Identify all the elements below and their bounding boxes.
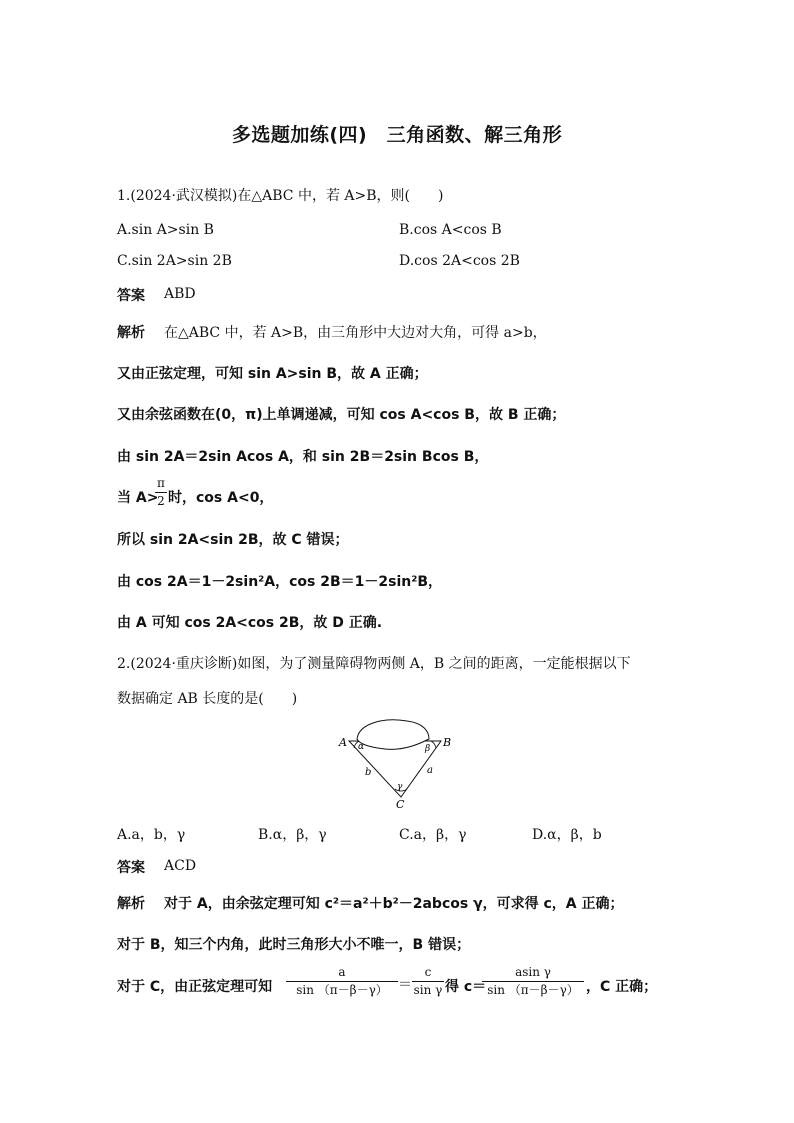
q1-answer: ABD: [164, 286, 196, 302]
q1-analysis-line-6: 所以 sin 2A<sin 2B，故 C 错误；: [117, 532, 349, 548]
q2-option-a: A.a，b，γ: [117, 827, 186, 843]
fraction-bar: [155, 492, 167, 493]
triangle-obstacle-figure: [335, 715, 465, 815]
page-title: 多选题加练(四) 三角函数、解三角形: [231, 124, 563, 146]
angle-gamma-label: γ: [397, 782, 403, 792]
q1-analysis-line-4: 由 sin 2A＝2sin Acos A，和 sin 2B＝2sin Bcos B，: [117, 449, 489, 465]
q1-option-d: D.cos 2A<cos 2B: [399, 253, 520, 269]
q2-stem-line-1: 2.(2024·重庆诊断)如图，为了测量障碍物两侧 A，B 之间的距离，一定能根据以下: [117, 656, 631, 672]
fraction-numerator: π: [157, 476, 165, 490]
angle-alpha-label: α: [358, 742, 365, 752]
q2-option-b: B.α，β，γ: [258, 827, 327, 843]
fraction-a-over-sin: [286, 965, 398, 998]
q2-analysis-line-3-suffix: ，C 正确；: [586, 979, 658, 995]
q2-analysis-line-3-mid: 得 c＝: [445, 979, 487, 995]
q2-option-d: D.α，β，b: [532, 827, 602, 843]
fraction-bar: [412, 981, 444, 982]
fraction-denominator: sin （π－β－γ）: [487, 983, 579, 997]
q1-option-b: B.cos A<cos B: [399, 222, 502, 238]
fraction-numerator: a: [338, 965, 346, 979]
q1-analysis-label: 解析: [117, 325, 145, 341]
vertex-c-label: C: [396, 798, 405, 811]
fraction-denominator: sin （π－β－γ）: [296, 983, 388, 997]
q1-analysis-line-7: 由 cos 2A＝1－2sin²A，cos 2B＝1－2sin²B，: [117, 574, 443, 590]
q1-analysis-line-5a: 当 A>: [117, 490, 159, 506]
q1-analysis-line-3: 又由余弦函数在(0，π)上单调递减，可知 cos A<cos B，故 B 正确；: [117, 407, 566, 423]
equals-sign: ＝: [398, 977, 412, 993]
fraction-c-result: [482, 965, 584, 998]
q1-analysis-line-8: 由 A 可知 cos 2A<cos 2B，故 D 正确.: [117, 615, 383, 631]
side-b-label: b: [365, 767, 372, 778]
fraction-bar: [286, 981, 398, 982]
fraction-bar: [482, 981, 584, 982]
q1-analysis-line-5b: 时，cos A<0，: [168, 490, 274, 506]
fraction-denominator: sin γ: [413, 983, 443, 997]
q1-option-c: C.sin 2A>sin 2B: [117, 253, 232, 269]
fraction-c-over-sin-gamma: [412, 965, 444, 998]
q2-stem-line-2: 数据确定 AB 长度的是( ): [117, 691, 298, 707]
pi-over-2-fraction: [155, 476, 167, 509]
vertex-b-label: B: [443, 736, 452, 749]
q2-analysis-line-3-prefix: 对于 C，由正弦定理可知: [117, 979, 273, 995]
q1-answer-label: 答案: [117, 288, 145, 304]
q2-analysis-line-1: 对于 A，由余弦定理可知 c²＝a²＋b²－2abcos γ，可求得 c，A 正确；: [164, 896, 624, 912]
q2-answer: ACD: [164, 858, 197, 874]
q1-analysis-line-1: 在△ABC 中，若 A>B，由三角形中大边对大角，可得 a>b，: [164, 325, 547, 341]
q1-option-a: A.sin A>sin B: [117, 222, 214, 238]
fraction-numerator: c: [424, 965, 432, 979]
q2-option-c: C.a，β，γ: [399, 827, 467, 843]
q1-stem: 1.(2024·武汉模拟)在△ABC 中，若 A>B，则( ): [117, 188, 444, 204]
fraction-denominator: 2: [157, 494, 165, 508]
q1-analysis-line-2: 又由正弦定理，可知 sin A>sin B，故 A 正确；: [117, 366, 428, 382]
vertex-a-label: A: [339, 736, 347, 749]
obstacle-shape: [357, 720, 429, 750]
beta-arc: [431, 741, 436, 748]
q2-analysis-label: 解析: [117, 896, 145, 912]
fraction-numerator: asin γ: [515, 965, 551, 979]
q2-analysis-line-2: 对于 B，知三个内角，此时三角形大小不唯一，B 错误；: [117, 937, 471, 953]
side-a-label: a: [427, 765, 433, 776]
q2-answer-label: 答案: [117, 860, 145, 876]
angle-beta-label: β: [425, 744, 431, 754]
